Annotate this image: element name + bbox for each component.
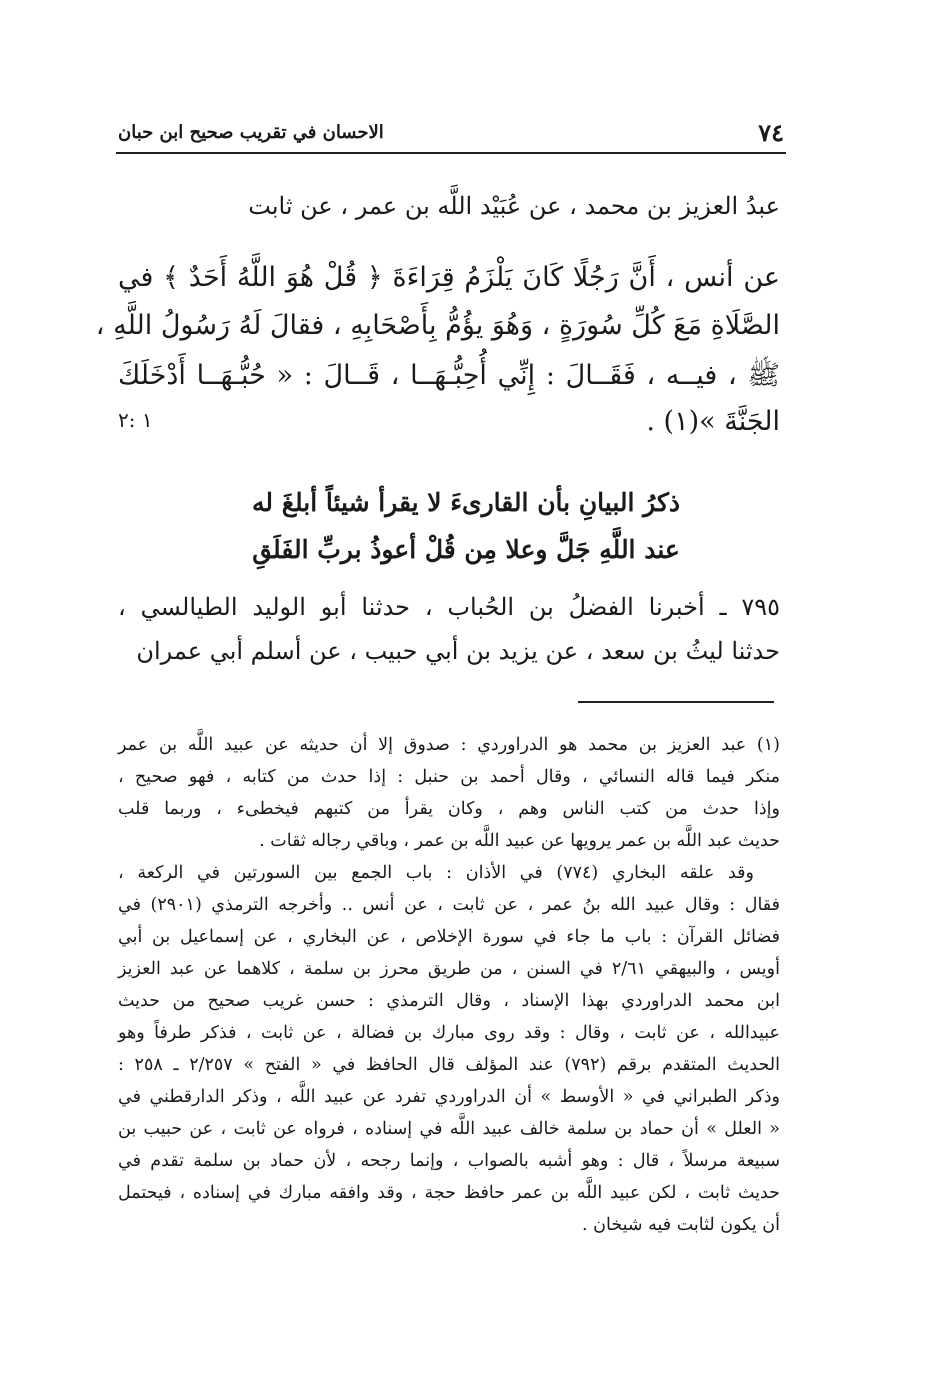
footnote-line: حديث عبد اللَّه بن عمر يرويها عن عبيد اللَّه بن عمر ، وباقي رجاله ثقات . (259, 831, 780, 851)
footnote-line: فقال : وقال عبيد الله بنُ عمر ، عن ثابت ، عن أنس .. وأخرجه الترمذي (٢٩٠١) في (118, 895, 781, 915)
page-number: ٧٤ (758, 118, 784, 147)
footnote-line: فضائل القرآن : باب ما جاء في سورة الإخلاص ، عن البخاري ، عن إسماعيل بن أبي (118, 927, 780, 947)
text-line: الجَنَّةَ »(١) . (646, 406, 780, 437)
header-rule (116, 152, 786, 154)
footnote-line: « العلل » أن حماد بن سلمة خالف عبيد اللَّه في إسناده ، فرواه عن ثابت ، عن حبيب بن (118, 1119, 780, 1139)
footnote-line: أويس ، والبيهقي ٢/٦١ في السنن ، من طريق محرز بن سلمة ، كلاهما عن عبد العزيز (118, 959, 780, 979)
footnote-line: الحديث المتقدم برقم (٧٩٢) عند المؤلف قال الحافظ في « الفتح » ٢/٢٥٧ ـ ٢٥٨ : (118, 1055, 780, 1075)
footnote-line: منكر فيما قاله النسائي ، وقال أحمد بن حنبل : إذا حدث من كتابه ، فهو صحيح ، (118, 767, 780, 787)
hadith-795-line-2: حدثنا ليثُ بن سعد ، عن يزيد بن أبي حبيب ، عن أسلم أبي عمران (136, 637, 780, 665)
footnote-line: ابن محمد الدراوردي بهذا الإسناد ، وقال الترمذي : حسن غريب صحيح من حديث (118, 991, 780, 1011)
running-title: الاحسان في تقريب صحيح ابن حبان (118, 122, 384, 143)
hadith-795-line-1: ٧٩٥ ـ أخبرنا الفضلُ بن الحُباب ، حدثنا أبو الوليد الطيالسي ، (118, 593, 780, 621)
text-line: عن أنس ، أَنَّ رَجُلًا كَانَ يَلْزَمُ قِرَاءَةَ ﴿ قُلْ هُوَ اللَّهُ أَحَدٌ ﴾ في (118, 262, 780, 293)
footnote-line: أن يكون لثابت فيه شيخان . (582, 1215, 780, 1235)
footnote-line: وذكر الطبراني في « الأوسط » أن الدراوردي تفرد عن عبيد اللَّه ، وذكر الدارقطني في (118, 1087, 780, 1107)
footnote-line: عبيدالله ، عن ثابت ، وقال : وقد روى مبارك بن فضالة ، عن ثابت ، فذكر طرفاً وهو (118, 1023, 780, 1043)
text-line: عبدُ العزيز بن محمد ، عن عُبَيْد اللَّه بن عمر ، عن ثابت (248, 192, 780, 220)
footnote-line: وقد علقه البخاري (٧٧٤) في الأذان : باب الجمع بين السورتين في الركعة ، (118, 863, 754, 883)
text-line: الصَّلَاةِ مَعَ كُلِّ سُورَةٍ ، وَهُوَ يؤُمُّ بِأَصْحَابِهِ ، فقالَ لَهُ رَسُولُ اللَّهِ ، (95, 310, 780, 341)
footnote-line: (١) عبد العزيز بن محمد هو الدراوردي : صدوق إلا أن حديثه عن عبيد اللَّه بن عمر (118, 735, 780, 755)
footnote-line: وإذا حدث من كتب الناس وهم ، وكان يقرأ من كتبهم فيخطىء ، وربما قلب (118, 799, 780, 819)
text-line: ﷺ ، فيــه ، فَقَــالَ : إِنِّي أُحِبُّـهَــا ، قَــالَ : « حُبُّـهَــا أَدْخَلَكَ (118, 360, 780, 391)
page-header (118, 118, 784, 154)
footnote-rule (578, 701, 774, 703)
footnote-line: سبيعة مرسلاً ، قال : وهو أشبه بالصواب ، وإنما رجحه ، لأن حماد بن سلمة تقدم في (118, 1151, 780, 1171)
reference-marker: ١ :٢ (118, 408, 153, 432)
section-heading-line-2: عند اللَّهِ جَلَّ وعلا مِن قُلْ أعوذُ بربِّ الفَلَقِ (252, 535, 680, 564)
footnote-line: حديث ثابت ، لكن عبيد اللَّه بن عمر حافظ حجة ، وقد وافقه مبارك في إسناده ، فيحتمل (118, 1183, 780, 1203)
section-heading-line-1: ذكرُ البيانِ بأن القارىءَ لا يقرأ شيئاً أبلغَ له (251, 488, 680, 517)
